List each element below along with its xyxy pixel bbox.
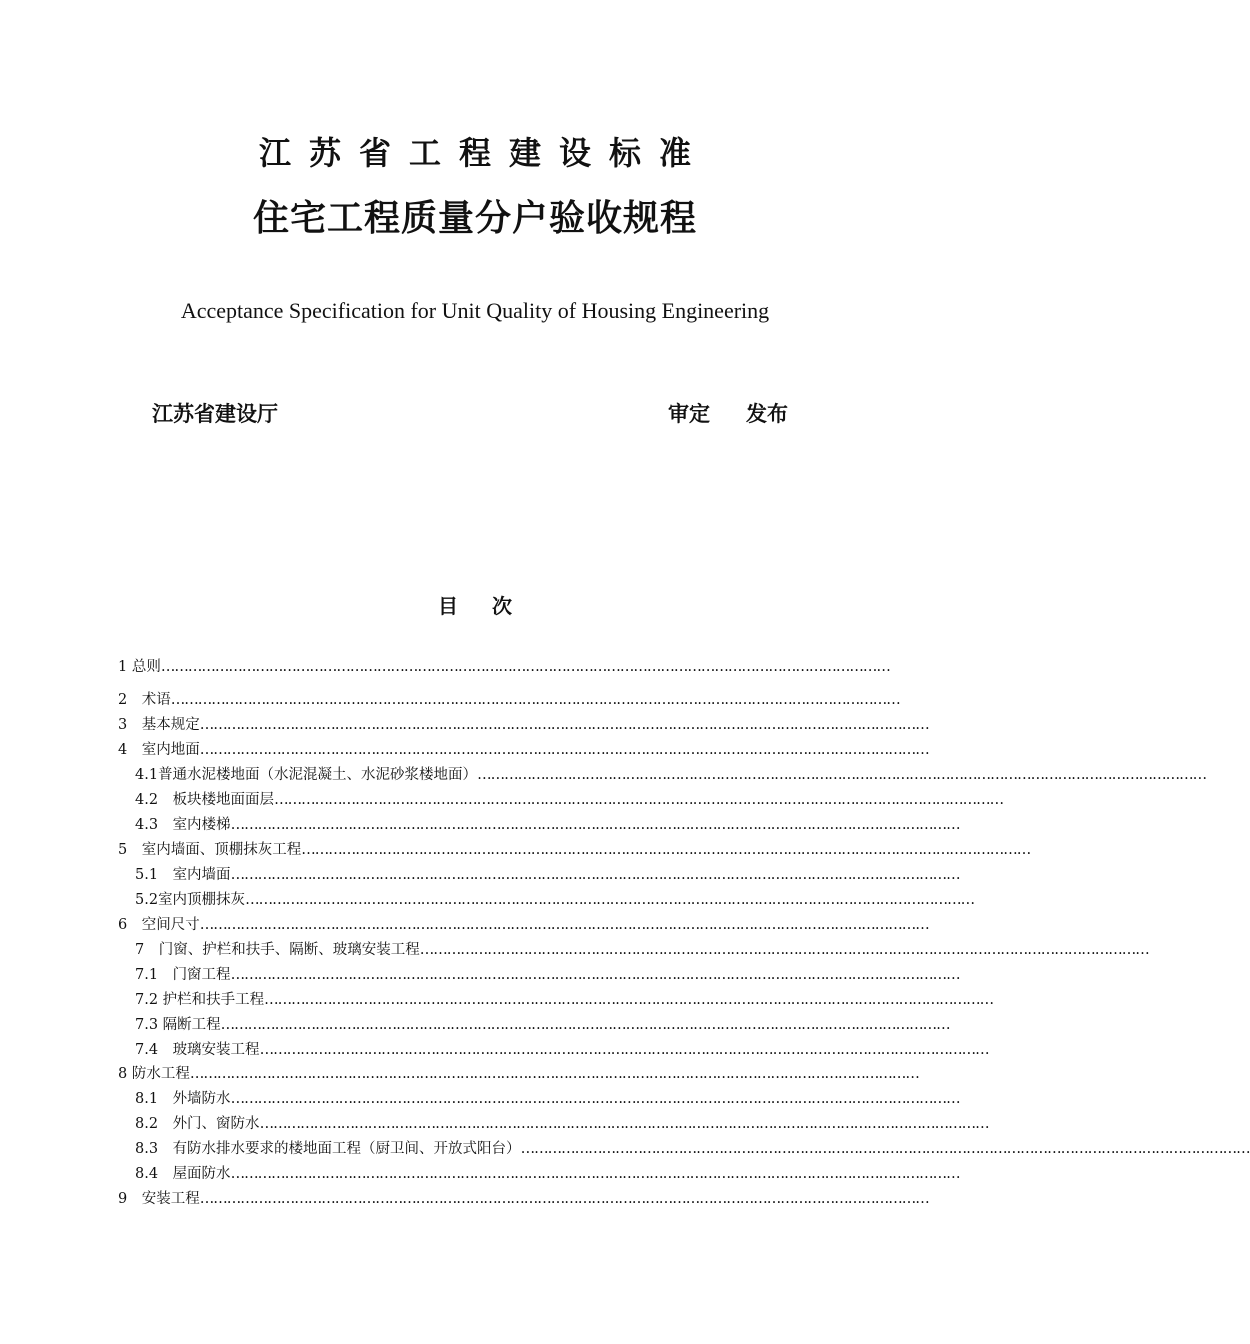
toc-entry-label: 普通水泥楼地面（水泥混凝土、水泥砂浆楼地面）: [158, 767, 478, 783]
toc-entry-label: 外墙防水: [172, 1091, 231, 1107]
toc-leader: ………………………………………………………………………………………………………………………………………………: [199, 1191, 929, 1207]
toc-entry[interactable]: 7.3 隔断工程 ………………………………………………………………………………………………………………………………………………: [135, 1017, 950, 1033]
toc-heading-right: 次: [492, 594, 512, 618]
toc-leader: ………………………………………………………………………………………………………………………………………………: [230, 867, 960, 883]
toc-entry[interactable]: 4 室内地面 ………………………………………………………………………………………………………………………………………………: [118, 742, 929, 758]
approve-label: 审定: [668, 402, 710, 426]
toc-entry[interactable]: 5.2 室内顶棚抹灰 ………………………………………………………………………………………………………………………………………………: [135, 892, 975, 908]
toc-leader: ………………………………………………………………………………………………………………………………………………: [259, 1116, 989, 1132]
toc-entry-label: 玻璃安装工程: [172, 1042, 260, 1058]
toc-entry[interactable]: 7.1 门窗工程 ………………………………………………………………………………………………………………………………………………: [135, 967, 960, 983]
publish-label: 发布: [746, 402, 788, 426]
toc-entry[interactable]: 7.2 护栏和扶手工程 ………………………………………………………………………………………………………………………………………………: [135, 992, 994, 1008]
standard-series-title: 江苏省工程建设标准: [258, 134, 709, 172]
toc-entry[interactable]: 8.2 外门、窗防水 ………………………………………………………………………………………………………………………………………………: [135, 1116, 989, 1132]
toc-entry[interactable]: 8.1 外墙防水 ………………………………………………………………………………………………………………………………………………: [135, 1091, 960, 1107]
toc-entry[interactable]: 3 基本规定 ………………………………………………………………………………………………………………………………………………: [118, 717, 929, 733]
toc-entry-label: 隔断工程: [162, 1017, 221, 1033]
toc-entry[interactable]: 8.3 有防水排水要求的楼地面工程（厨卫间、开放式阳台） ………………………………………………………………………………………………………………………………………………: [135, 1141, 1250, 1157]
toc-entry-label: 总则: [131, 659, 161, 675]
toc-heading: [0, 590, 950, 619]
toc-leader: ………………………………………………………………………………………………………………………………………………: [274, 792, 1004, 808]
toc-entry-label: 室内墙面、顶棚抹灰工程: [141, 842, 302, 858]
toc-entry-label: 空间尺寸: [141, 917, 200, 933]
toc-entry-label: 有防水排水要求的楼地面工程（厨卫间、开放式阳台）: [172, 1141, 521, 1157]
toc-entry[interactable]: 5.1 室内墙面 ………………………………………………………………………………………………………………………………………………: [135, 867, 960, 883]
document-title: 住宅工程质量分户验收规程: [252, 198, 697, 239]
toc-entry-label: 门窗工程: [172, 967, 231, 983]
toc-entry[interactable]: 4.3 室内楼梯 ………………………………………………………………………………………………………………………………………………: [135, 817, 960, 833]
toc-leader: ………………………………………………………………………………………………………………………………………………: [199, 717, 929, 733]
toc-leader: ………………………………………………………………………………………………………………………………………………: [301, 842, 1031, 858]
toc-entry[interactable]: 2 术语 ………………………………………………………………………………………………………………………………………………: [118, 692, 900, 708]
toc-entry[interactable]: 7.4 玻璃安装工程 ………………………………………………………………………………………………………………………………………………: [135, 1042, 989, 1058]
toc-leader: ………………………………………………………………………………………………………………………………………………: [230, 1091, 960, 1107]
toc-entry-label: 室内地面: [141, 742, 200, 758]
english-title: Acceptance Specification for Unit Quality of Housing Engineering: [180, 298, 770, 323]
toc-entry-label: 板块楼地面面层: [172, 792, 275, 808]
toc-leader: ………………………………………………………………………………………………………………………………………………: [170, 692, 900, 708]
toc-entry[interactable]: 6 空间尺寸 ………………………………………………………………………………………………………………………………………………: [118, 917, 929, 933]
toc-entry[interactable]: 4.1 普通水泥楼地面（水泥混凝土、水泥砂浆楼地面） ………………………………………………………………………………………………………………………………………………: [135, 767, 1207, 783]
toc-entry[interactable]: 5 室内墙面、顶棚抹灰工程 ………………………………………………………………………………………………………………………………………………: [118, 842, 1031, 858]
toc-leader: ………………………………………………………………………………………………………………………………………………: [230, 967, 960, 983]
toc-leader: ………………………………………………………………………………………………………………………………………………: [160, 659, 890, 675]
toc-entry-label: 门窗、护栏和扶手、隔断、玻璃安装工程: [158, 942, 420, 958]
toc-leader: ………………………………………………………………………………………………………………………………………………: [520, 1141, 1250, 1157]
toc-entry-label: 室内顶棚抹灰: [158, 892, 246, 908]
toc-leader: ………………………………………………………………………………………………………………………………………………: [419, 942, 1149, 958]
toc-entry-label: 室内楼梯: [172, 817, 231, 833]
publisher: 江苏省建设厅: [152, 402, 278, 426]
toc-leader: ………………………………………………………………………………………………………………………………………………: [230, 1166, 960, 1182]
toc-entry-label: 护栏和扶手工程: [162, 992, 265, 1008]
toc-entry[interactable]: 7 门窗、护栏和扶手、隔断、玻璃安装工程 ………………………………………………………………………………………………………………………………………………: [135, 942, 1149, 958]
toc-entry-label: 基本规定: [141, 717, 200, 733]
toc-leader: ………………………………………………………………………………………………………………………………………………: [199, 742, 929, 758]
toc-entry-label: 防水工程: [131, 1066, 190, 1082]
toc-entry-label: 屋面防水: [172, 1166, 231, 1182]
toc-leader: ………………………………………………………………………………………………………………………………………………: [259, 1042, 989, 1058]
toc-leader: ………………………………………………………………………………………………………………………………………………: [189, 1066, 919, 1082]
toc-entry[interactable]: 4.2 板块楼地面面层 ………………………………………………………………………………………………………………………………………………: [135, 792, 1004, 808]
toc-entry-label: 室内墙面: [172, 867, 231, 883]
toc-heading-left: 目: [438, 594, 458, 618]
toc-entry-label: 外门、窗防水: [172, 1116, 260, 1132]
toc-entry[interactable]: 1 总则 ………………………………………………………………………………………………………………………………………………: [118, 659, 890, 675]
toc-leader: ………………………………………………………………………………………………………………………………………………: [199, 917, 929, 933]
toc-entry[interactable]: 8 防水工程 ………………………………………………………………………………………………………………………………………………: [118, 1066, 919, 1082]
toc-leader: ………………………………………………………………………………………………………………………………………………: [477, 767, 1207, 783]
toc-entry-label: 安装工程: [141, 1191, 200, 1207]
toc-entry[interactable]: 9 安装工程 ………………………………………………………………………………………………………………………………………………: [118, 1191, 929, 1207]
approval-line: [668, 398, 788, 428]
toc-entry[interactable]: 8.4 屋面防水 ………………………………………………………………………………………………………………………………………………: [135, 1166, 960, 1182]
toc-entry-label: 术语: [141, 692, 171, 708]
toc-leader: ………………………………………………………………………………………………………………………………………………: [220, 1017, 950, 1033]
toc-leader: ………………………………………………………………………………………………………………………………………………: [264, 992, 994, 1008]
toc-leader: ………………………………………………………………………………………………………………………………………………: [230, 817, 960, 833]
toc-leader: ………………………………………………………………………………………………………………………………………………: [245, 892, 975, 908]
